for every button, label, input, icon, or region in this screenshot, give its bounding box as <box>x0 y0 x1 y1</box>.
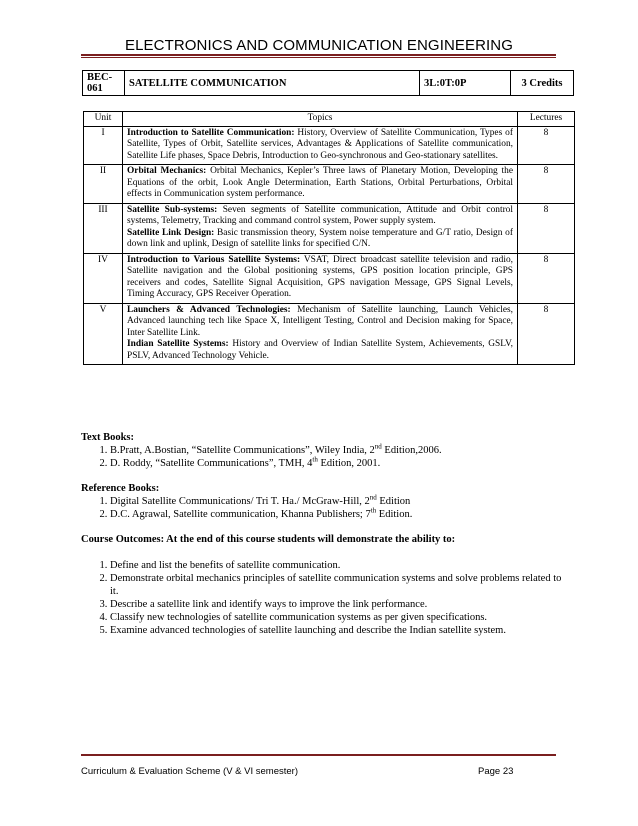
list-item <box>110 508 571 521</box>
header-rule <box>81 54 556 56</box>
course-outcomes-list <box>81 559 571 637</box>
ordinal-suffix: th <box>312 455 318 464</box>
book-text: Edition <box>376 496 411 507</box>
topic-body: History, Overview of Satellite Communication, Types of Satellite, Types of Orbit, Satellite services, Advantages & Applications of Satellite communication, Satellite Life phases, Space Debris, Introduction to Geo-synchronous and Geo-stationary satellites. <box>127 127 513 161</box>
topic-body: Seven segments of Satellite communication, Attitude and Orbit control systems, Telemetry, Tracking and command control system, Power supply system. <box>127 204 513 226</box>
syllabus-units-table <box>83 111 575 365</box>
list-item <box>110 495 571 508</box>
topic-body: VSAT, Direct broadcast satellite television and radio, Satellite navigation and the Global positioning systems, GPS position location principle, GPS receivers and codes, Satellite Signal Acquisition, GPS navigation Message, GPS Signal Levels, Timing Accuracy, GPS Receiver Operation. <box>127 254 513 299</box>
unit-number: I <box>84 126 123 165</box>
table-row <box>84 165 575 204</box>
book-text: D.C. Agrawal, Satellite communication, Khanna Publishers; 7 <box>110 509 371 520</box>
unit-lectures: 8 <box>518 203 575 253</box>
topic-title: Launchers & Advanced Technologies: <box>127 304 291 315</box>
topic-body: Mechanism of Satellite launching, Launch Vehicles, Advanced launching tech like Space X, Intelligent Testing, Control and Decision making for Space, Inter Satellite Link. <box>127 304 513 338</box>
unit-topics <box>123 165 518 204</box>
list-item: 3. Describe a satellite link and identify ways to improve the link performance. <box>110 598 571 611</box>
unit-topics <box>123 203 518 253</box>
unit-lectures: 8 <box>518 126 575 165</box>
unit-topics <box>123 253 518 303</box>
unit-number: V <box>84 303 123 365</box>
reference-books-list <box>81 495 571 521</box>
page-number: Page 23 <box>478 766 514 777</box>
ordinal-suffix: nd <box>374 442 382 451</box>
ordinal-suffix: th <box>370 506 377 515</box>
table-row <box>84 303 575 365</box>
list-item: 1. Define and list the benefits of satellite communication. <box>110 559 571 572</box>
unit-number: IV <box>84 253 123 303</box>
unit-lectures: 8 <box>518 253 575 303</box>
unit-number: III <box>84 203 123 253</box>
course-credits: 3 Credits <box>511 71 574 96</box>
list-item: 2. Demonstrate orbital mechanics principles of satellite communication systems and solve problems related to it. <box>110 572 571 598</box>
book-text: D. Roddy, “Satellite Communications”, TMH, 4 <box>110 458 313 469</box>
course-ltp: 3L:0T:0P <box>420 71 511 96</box>
unit-topics <box>123 126 518 165</box>
topic-title: Orbital Mechanics: <box>127 166 207 176</box>
ordinal-suffix: nd <box>369 493 377 502</box>
list-item: 4. Classify new technologies of satellite communication systems as per given specifications. <box>110 611 571 624</box>
reference-books-heading: Reference Books: <box>81 483 160 494</box>
course-info-table <box>82 70 574 96</box>
course-name: SATELLITE COMMUNICATION <box>125 71 420 96</box>
topic-body: Orbital Mechanics, Kepler’s Three laws of Planetary Motion, Developing the Equations of the orbit, Look Angle Determination, Earth Stations, Orbital Perturbations, Orbital effects in Communication system performance. <box>127 166 513 199</box>
topic-title: Indian Satellite Systems: <box>127 339 229 349</box>
column-header-lectures: Lectures <box>518 112 575 127</box>
book-text: Digital Satellite Communications/ Tri T. Ha./ McGraw-Hill, 2 <box>110 496 370 507</box>
table-header-row <box>84 112 575 127</box>
table-row <box>84 253 575 303</box>
book-text: Edition. <box>376 509 413 520</box>
column-header-unit: Unit <box>84 112 123 127</box>
column-header-topics: Topics <box>123 112 518 127</box>
unit-lectures: 8 <box>518 303 575 365</box>
text-books-list <box>81 444 571 470</box>
list-item <box>110 444 571 457</box>
topic-title: Introduction to Satellite Communication: <box>127 127 295 138</box>
book-text: Edition, 2001. <box>317 458 381 469</box>
table-row <box>84 203 575 253</box>
footer-document-title: Curriculum & Evaluation Scheme (V & VI semester) <box>81 766 298 777</box>
topic-body: History and Overview of Indian Satellite System, Achievements, GSLV, PSLV, Advanced Technology Vehicle. <box>127 339 514 361</box>
list-item <box>110 457 571 470</box>
book-text: Edition,2006. <box>381 445 442 456</box>
unit-topics <box>123 303 518 365</box>
topic-title: Satellite Sub-systems: <box>127 204 218 215</box>
table-row <box>84 126 575 165</box>
topic-title: Introduction to Various Satellite Systems: <box>127 254 301 265</box>
unit-lectures: 8 <box>518 165 575 204</box>
unit-number: II <box>84 165 123 204</box>
topic-title: Satellite Link Design: <box>127 227 215 238</box>
footer-rule <box>81 754 556 756</box>
page-header-title: ELECTRONICS AND COMMUNICATION ENGINEERING <box>124 37 514 54</box>
text-books-heading: Text Books: <box>81 432 134 443</box>
book-text: B.Pratt, A.Bostian, “Satellite Communications”, Wiley India, 2 <box>110 445 375 456</box>
course-outcomes-heading: Course Outcomes: At the end of this course students will demonstrate the ability to: <box>81 534 456 545</box>
header-rule-thin <box>81 57 556 58</box>
list-item: 5. Examine advanced technologies of satellite launching and describe the Indian satellite system. <box>110 624 571 637</box>
course-resources <box>81 431 571 637</box>
topic-body: Basic transmission theory, System noise temperature and G/T ratio, Design of down link and uplink, Design of satellite links for specified C/N. <box>127 227 513 249</box>
course-code: BEC-061 <box>83 71 125 96</box>
